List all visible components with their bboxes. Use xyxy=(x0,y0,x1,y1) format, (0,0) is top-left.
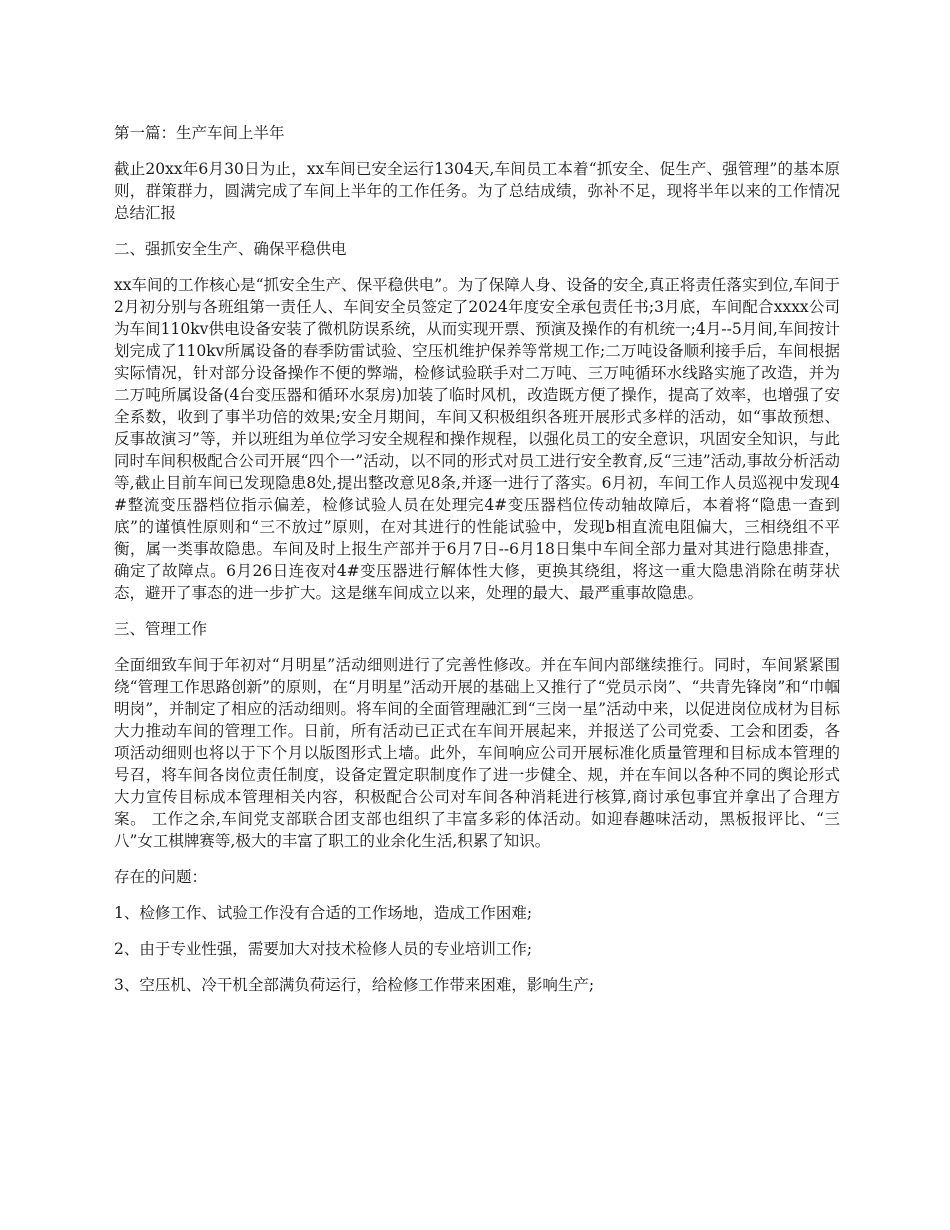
section-heading-safety: 二、强抓安全生产、确保平稳供电 xyxy=(114,240,347,258)
issues-heading: 存在的问题： xyxy=(114,868,208,886)
issue-item: 3、空压机、冷干机全部满负荷运行，给检修工作带来困难，影响生产; xyxy=(114,976,595,994)
intro-paragraph: 截止20xx年6月30日为止，xx车间已安全运行1304天,车间员工本着“抓安全、促生产、强管理”的基本原则，群策群力，圆满完成了车间上半年的工作任务。为了总结成绩，弥补不足，现将半年以来的工作情况总结汇报 xyxy=(114,160,840,222)
issue-item: 1、检修工作、试验工作没有合适的工作场地，造成工作困难; xyxy=(114,904,533,922)
document-page xyxy=(114,122,840,1010)
safety-paragraph: xx车间的工作核心是“抓安全生产、保平稳供电”。为了保障人身、设备的安全,真正将责任落实到位,车间于2月初分别与各班组第一责任人、车间安全员签定了2024年度安全承包责任书;3月底，车间配合xxxx公司为车间110kv供电设备安装了微机防误系统，从而实现开票、预演及操作的有机统一;4月--5月间,车间按计划完成了110kv所属设备的春季防雷试验、空压机维护保养等常规工作;二万吨设备顺利接手后，车间根据实际情况，针对部分设备操作不便的弊端，检修试验联手对二万吨、三万吨循环水线路实施了改造，并为二万吨所属设备(4台变压器和循环水泵房)加装了临时风机，改造既方便了操作，提高了效率，也增强了安全系数，收到了事半功倍的效果;安全月期间，车间又积极组织各班开展形式多样的活动，如“事故预想、反事故演习”等，并以班组为单位学习安全规程和操作规程，以强化员工的安全意识，巩固安全知识，与此同时车间积极配合公司开展“四个一”活动，以不同的形式对员工进行安全教育,反“三违”活动,事故分析活动等,截止目前车间已发现隐患8处,提出整改意见8条,并逐一进行了落实。6月初，车间工作人员巡视中发现4#整流变压器档位指示偏差，检修试验人员在处理完4#变压器档位传动轴故障后，本着将“隐患一查到底”的谨慎性原则和“三不放过”原则，在对其进行的性能试验中，发现b相直流电阻偏大，三相绕组不平衡，属一类事故隐患。车间及时上报生产部并于6月7日--6月18日集中车间全部力量对其进行隐患排查，确定了故障点。6月26日连夜对4#变压器进行解体性大修，更换其绕组，将这一重大隐患消除在萌芽状态，避开了事态的进一步扩大。这是继车间成立以来，处理的最大、最严重事故隐患。 xyxy=(114,276,840,602)
section-heading-management: 三、管理工作 xyxy=(114,620,208,638)
management-paragraph: 全面细致车间于年初对“月明星”活动细则进行了完善性修改。并在车间内部继续推行。同时，车间紧紧围绕“管理工作思路创新”的原则，在“月明星”活动开展的基础上又推行了“党员示岗”、“共青先锋岗”和“巾帼明岗”，并制定了相应的活动细则。将车间的全面管理融汇到“三岗一星”活动中来，以促进岗位成材为目标大力推动车间的管理工作。日前，所有活动已正式在车间开展起来，并报送了公司党委、工会和团委，各项活动细则也将以于下个月以版图形式上墙。此外，车间响应公司开展标准化质量管理和目标成本管理的号召，将车间各岗位责任制度，设备定置定职制度作了进一步健全、规，并在车间以各种不同的舆论形式大力宣传目标成本管理相关内容，积极配合公司对车间各种消耗进行核算,商讨承包事宜并拿出了合理方案。 工作之余,车间党支部联合团支部也组织了丰富多彩的体活动。如迎春趣味活动，黑板报评比、“三八”女工棋牌赛等,极大的丰富了职工的业余化生活,积累了知识。 xyxy=(114,656,840,850)
document-title: 第一篇：生产车间上半年 xyxy=(114,124,285,142)
issue-item: 2、由于专业性强，需要加大对技术检修人员的专业培训工作; xyxy=(114,940,533,958)
